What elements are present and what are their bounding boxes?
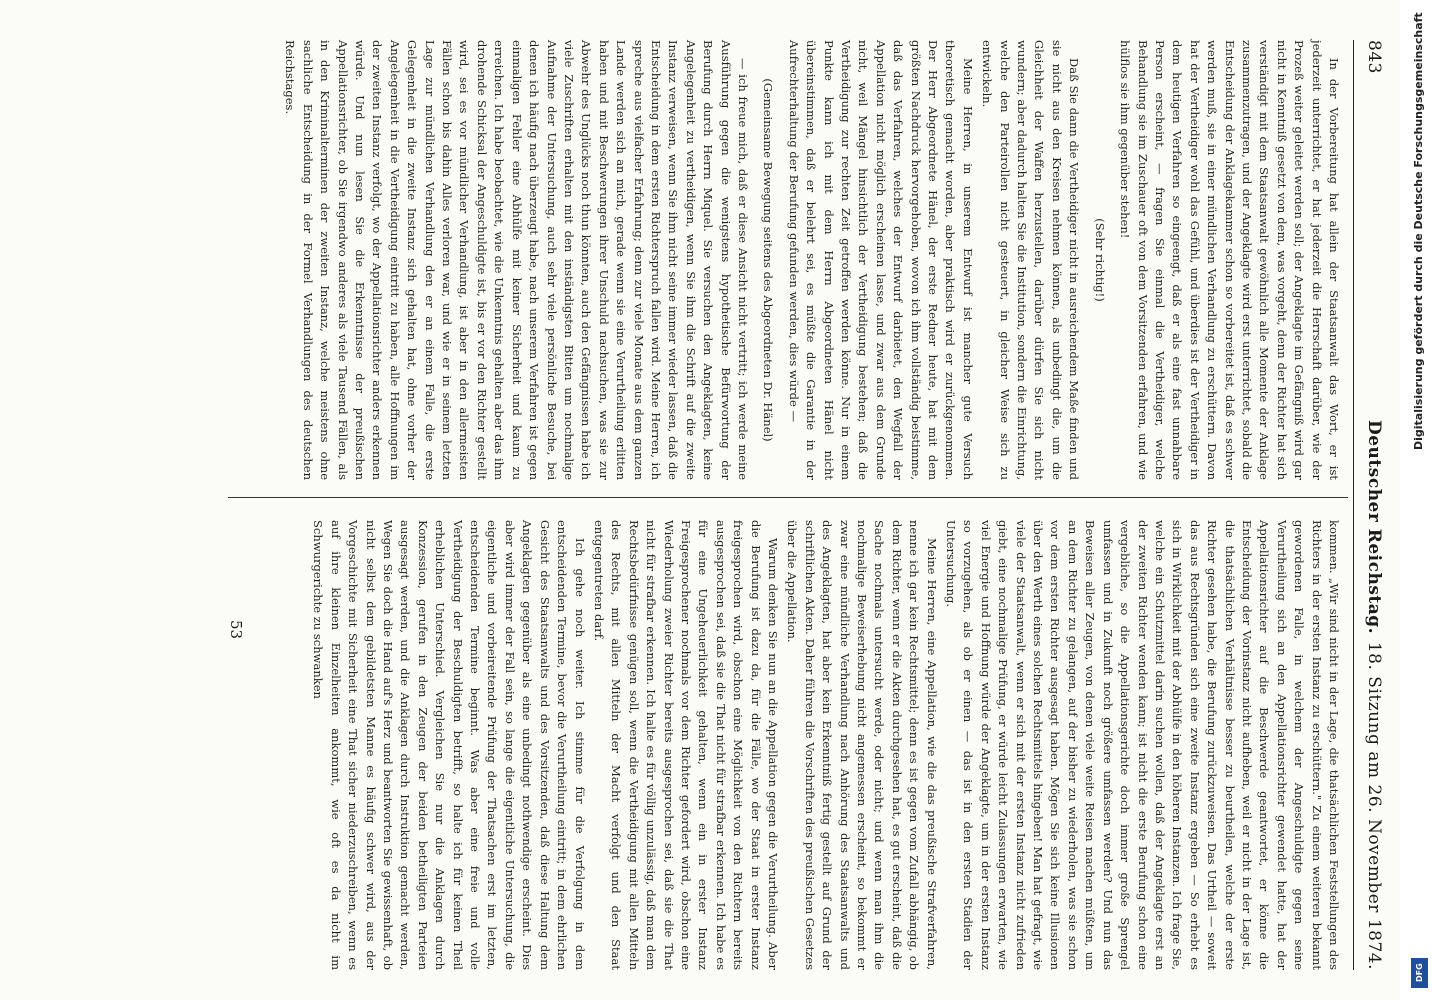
- paragraph: In der Vorbereitung hat allein der Staatsanwalt das Wort, er ist jederzeit unterrichtet, er hat jederzeit die Herrschaft darüber, wie der Prozeß weiter geleitet werden soll; der Angeklagte im Gefängniß wird gar nicht in Kenntniß gesetzt von dem, was vorgeht, denn der Richter hat sich verständigt mit dem Staatsanwalt gewöhnlich alle Momente der Anklage zusammenzutragen, und der Angeklagte wird erst unterrichtet, sobald die Entscheidung der Anklagekammer schon so vorbereitet ist, daß es schwer werden muß, sie in einer mündlichen Verhandlung zu erschüttern. Davon hat der Vertheidiger wohl das Gefühl, und überdies ist der Vertheidiger in dem heutigen Verfahren so eingeengt, daß er als eine fast unnahbare Person erscheint, — fragen Sie einmal die Vertheidiger, welche Behandlung sie im Zuschauer oft von dem Vorsitzenden erfahren, und wie hülflos sie ihm gegenüber stehen!: [1118, 40, 1341, 480]
- paragraph: Meine Herren, eine Appellation, wie die das preußische Strafverfahren, nenne ich gar kein Rechtsmittel; denn es ist gegen vom Zufall abhängig, ob dem Richter, wenn er die Akten durchgesehen hat, es gut erscheint, daß die Sache nochmals untersucht werde, oder nicht; und wenn man ihm die nochmalige Beweiserhebung nicht angemessen erscheint, so bekommt er zwar eine mündliche Verhandlung nach Anhörung des Staatsanwalts und des Angeklagten, hat aber kein Erkenntniß fertig gestellt auf Grund der schriftlichen Akten. Daher führen die Vorschriften des preußischen Gesetzes über die Appellation.: [785, 520, 939, 970]
- session-date: 18. Sitzung am 26. November 1874.: [1364, 641, 1384, 970]
- paragraph: kommen. „Wir sind nicht in der Lage, die thatsächlichen Feststellungen des Richters in der ersten Instanz zu erschüttern." Zu einem weiteren bekannt gewordenen Falle, in welchem der Angeschuldigte gegen seine Verurtheilung sich an den Appellationsrichter gewendet hatte, hat der Appellationsrichter auf die Beschwerde geantwortet, er könne die Entscheidung der Vorinstanz nicht aufheben, weil er nicht in der Lage ist, die thatsächlichen Verhältnisse besser zu beurtheilen, welche der erste Richter gesehen habe, die Berufung zurückzuweisen. Das Urtheil — soweit das aus Rechtsgründen sich eine zweite Instanz ergeben — So erhebt es sich in Wirklichkeit mit der Abhülfe in den höheren Instanzen. Ich frage Sie, welche ein Schutzmittel darin suchen wollen, daß der Angeklagte erst an der zweiten Richter wenden kann; ist nicht die erste Berufung schon eine vergebliche, so die Appellationsgerichte doch immer große Sprengel umfassen und in Zukunft noch größere umfassen werden? Und nun das Beweisen aller Zeugen, von denen viele weite Reisen machen müßten, um an dem Richter zu gelangen, auf der bisher zu wiederholen, was sie schon vor dem ersten Richter ausgesagt haben. Mögen Sie sich keine Illusionen über den Werth eines solchen Rechtsmittels hingeben! Man hat gefragt, wie viele der Staatsanwalt, wenn er sich mit der ersten Instanz nicht zufrieden giebt, eine nochmalige Prüfung, er würde leicht Zulassungen erwarten, wie viel Energie und Hoffnung würde der Angeklagte, um in der ersten Instanz so vorzugehen, als ob er einen — das ist in den ersten Stadien der Untersuchung.: [944, 520, 1341, 970]
- paragraph: Daß Sie dann die Vertheidiger nicht in ausreichendem Maße finden und sie nicht aus den Kreisen nehmen können, als unbedingt die, um die Gleichheit der Waffen herzustellen, darüber dürfen Sie sich nicht wundern; aber dadurch halten Sie die Institution, sondern die Einrichtung, welche den Parteirollen nicht gesteuert, in gleicher Weise sich zu entwickeln.: [980, 40, 1082, 480]
- dfg-logo: DFG: [1411, 958, 1428, 988]
- paragraph: Ich gehe noch weiter. Ich stimme für die Verfolgung in dem entscheidenden Termine, bevor die Verurtheilung eintritt; in dem ehrlichen Gesicht des Staatsanwalts und des Vorsitzenden, daß diese Haltung dem Angeklagten gegenüber als eine unbedingt nothwendige erscheint. Dies aber wird immer der Fall sein, so lange die eigentliche Untersuchung, die eigentliche und vorbeireitende Prüfung der Thatsachen erst im letzten, entscheidenden Termine beginnt. Was aber eine freie und volle Vertheidigung der Beschuldigten betrifft, so halte ich für keinen Theil erheblichen Unterschied. Vergleichen Sie nur die Anklagen durch Konzession, gerufen in den Zeugen der beiden betheiligten Parteien ausgesagt werden, und die Anklagen durch Instruktion gemacht werden, Wegen Sie doch die Hand auf's Herz und beantworten Sie gewissenhaft, ob nicht selbst dem gebildetsten Manne es häufig schwer wird, aus der Vorgeschichte mit Sicherheit eine That sicher niederzuschreiben, wenn es auf ihre kleinen Einzelheiten ankommt, wie oft es da nicht im Schwurgerichte zu schwanken: [311, 520, 587, 970]
- digitization-strip: [1408, 0, 1432, 1000]
- interjection: (Gemeinsame Bewegung seitens des Abgeordneten Dr. Hänel): [761, 78, 776, 442]
- paragraph: — ich freue mich, daß er diese Ansicht nicht vertritt; ich werde meine Ausführung gegen die wenigstens hypothetische Befürwortung der Berufung durch Herrn Miquel. Sie versuchen den Angeklagten, keine Angelegenheit zu vertheidigen, wenn Sie ihm die Schrift auf die zweite Instanz verweisen, wenn Sie ihm nicht seine immer wieder lassen, daß die Entscheidung in dem ersten Richterspruch fallen wird. Meine Herren, ich spreche aus vielfacher Erfahrung; denn zur viele Monate aus dem ganzen Lande werden sich an mich, gerade wenn sie eine Verurtheilung erlitten haben und mit Beschwerungen ihrer Unschuld nachsuchen, was sie zur Abwehr des Unglücks noch thun könnten, auch den Gefängnissen habe ich viele Zuschriften erhalten mit den inständigsten Bitten um nochmalige Aufnahme der Untersuchung, auch sehr viele persönliche Besuche, bei denen ich häufig nach überzeugt habe, nach unserem Verfahren ist gegen einmaligen Fehler eine Abhülfe mit keiner Sicherheit und kaum zu erreichen. Ich habe beobachtet, wie die Unkenntnis gehalten aber das ihm drohende Schicksal der Angeschuldigte ist, bis er vor den Richter gestellt wird, sei es vor mündlicher Verhandlung, ist aber in den allermeisten Fällen schon bis dahin Alles verloren war, und wie er in seinem letzten Lage zur mündlichen Verhandlung den er an einem Falle, die erste Gelegenheit in die zweite Instanz sich gehalten hat, ohne vorher der Angelegenheit in die Vertheidigung eintritt zu haben, alle Hoffnungen im der zweiten Instanz verfolgt, wo der Appellationsrichter anders erkennen würde. Und nun lesen Sie die Erkenntnisse der preußischen Appellationsrichter, ob Sie irgendwo anderes als viele Tausend Fällen, als in den Kriminalterminen der zweiten Instanz, welche meistens ohne sachliche Entscheidung in der Formel Verhandlungen des deutschen Reichstages.: [283, 40, 750, 480]
- signature-mark: 53: [227, 620, 245, 640]
- interjection: (Sehr richtig!): [1092, 218, 1107, 302]
- publication-title: Deutscher Reichstag.: [1364, 420, 1384, 635]
- right-column: [307, 520, 1342, 970]
- paragraph: Meine Herren, in unserem Entwurf ist mancher gute Versuch theoretisch gemacht worden, aber praktisch wird er zurückgenommen. Der Herr Abgeordnete Hänel, der erste Redner heute, hat mit dem größten Nachdruck hervorgehoben, wovon ich ihm vollständig beistimme, daß das Verfahren, welches der Entwurf darbietet, den Wegfall der Appellation nicht möglich erscheinen lasse, und zwar aus dem Grunde nicht, weil Mängel hinsichtlich der Vertheidigung bestehen; daß die Vertheidigung zur rechten Zeit getroffen werden könne. Nur in einem Punkte kann ich mit dem Herrn Abgeordneten Hänel nicht übereinstimmen, daß er belehrt sei, es müßte die Garantie in der Aufrechterhaltung der Berufung gefunden werden, dies würde —: [786, 40, 975, 480]
- left-column: [279, 40, 1342, 480]
- page-number: 843: [1364, 40, 1384, 74]
- paragraph: Warum denken Sie nun an die Appellation gegen die Verurtheilung. Aber die Berufung ist dazu da, für die Fälle, wo der Staat in erster Instanz freigesprochen wird, obschon eine Möglichkeit von den Richtern bereits ausgesprochen sei, daß sie die That nicht für strafbar erkennen. Ich habe es für eine Ungeheuerlichkeit gehalten, wenn ein in erster Instanz Freigesprochener nochmals vor dem Richter gefordert wird, obschon eine Wiederholung zweier Richter bereits ausgesprochen sei, daß sie die That nicht für strafbar erkennen. Ich halte es für völlig unzulässig, daß man dem Rechtsbedürfnisse genügen soll, wenn die Vertheidigung mit allen Mitteln des Rechts, mit allen Mitteln der Macht verfolgt und den Staat entgegentreten darf.: [591, 520, 780, 970]
- column-divider: [228, 497, 1348, 498]
- page-header: [1353, 40, 1394, 970]
- digitization-note: Digitalisierung gefördert durch die Deutsche Forschungsgemeinschaft: [1412, 12, 1425, 450]
